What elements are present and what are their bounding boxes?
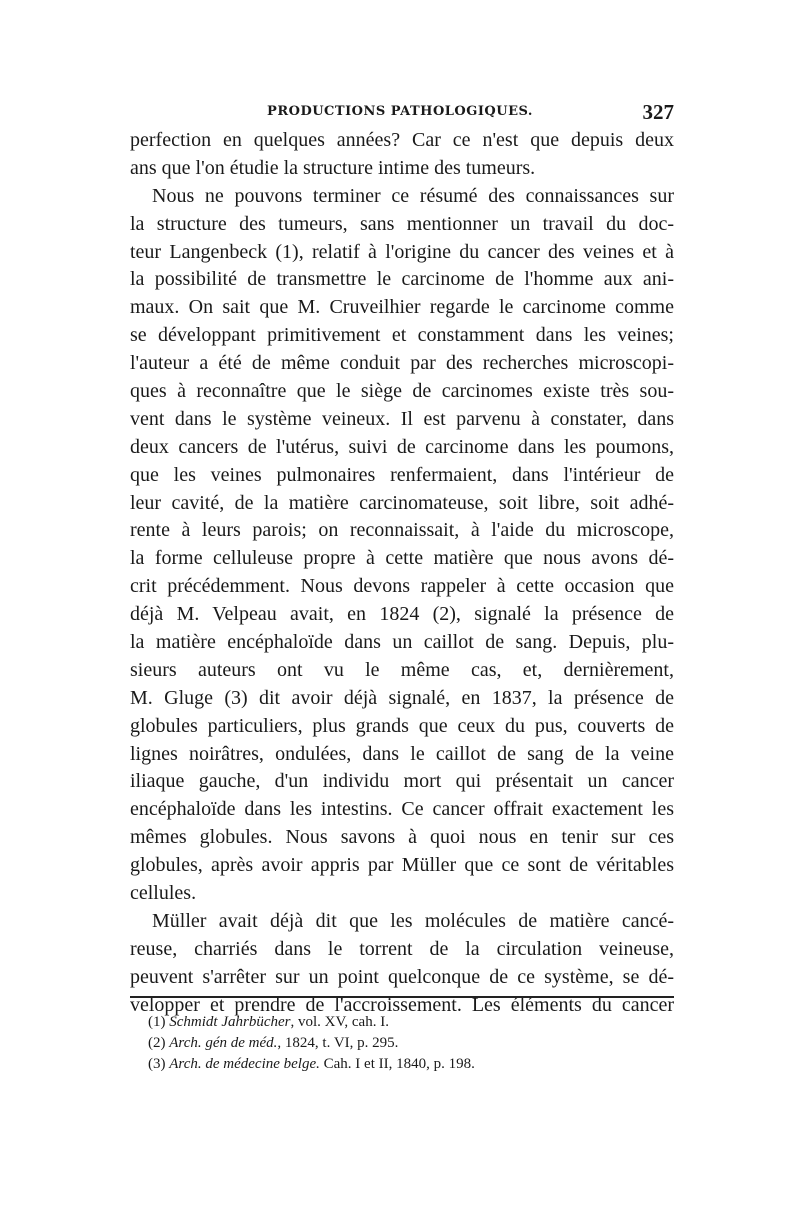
text-line: la possibilité de transmettre le carcinome de l'homme aux ani- [130, 268, 674, 291]
text-line: la forme celluleuse propre à cette matière que nous avons dé- [130, 547, 674, 570]
text-line: mêmes globules. Nous savons à quoi nous en tenir sur ces [130, 826, 674, 849]
text-line: velopper et prendre de l'accroissement. Les éléments du cancer [130, 993, 674, 1016]
text-line: leur cavité, de la matière carcinomateuse, soit libre, soit adhé- [130, 491, 674, 514]
text-line: vent dans le système veineux. Il est parvenu à constater, dans [130, 407, 674, 430]
text-line: teur Langenbeck (1), relatif à l'origine du cancer des veines et à [130, 240, 674, 263]
footnote-detail: , vol. XV, cah. I. [290, 1014, 389, 1030]
footnote-ref: (3) [148, 1056, 166, 1072]
footnote-ref: (1) [148, 1014, 166, 1030]
page-number: 327 [642, 100, 674, 124]
text-line: lignes noirâtres, ondulées, dans le caillot de sang de la veine [130, 742, 674, 765]
text-line: globules, après avoir appris par Müller que ce sont de véritables [130, 854, 674, 877]
running-title: PRODUCTIONS PATHOLOGIQUES. [267, 104, 533, 119]
text-line: sieurs auteurs ont vu le même cas, et, dernièrement, [130, 658, 674, 681]
footnote-detail: , 1824, t. VI, p. 295. [277, 1035, 399, 1051]
footnote-2 [148, 1033, 668, 1054]
running-head [130, 100, 674, 124]
text-line: globules particuliers, plus grands que ceux du pus, couverts de [130, 714, 674, 737]
footnote-rule [130, 996, 674, 998]
text-line: deux cancers de l'utérus, suivi de carcinome dans les poumons, [130, 435, 674, 458]
text-line: Nous ne pouvons terminer ce résumé des connaissances sur [152, 184, 674, 207]
text-line: cellules. [130, 882, 197, 905]
footnote-3 [148, 1054, 668, 1075]
text-line: Müller avait déjà dit que les molécules de matière cancé- [152, 909, 674, 932]
footnotes [148, 1012, 668, 1075]
footnote-detail: Cah. I et II, 1840, p. 198. [319, 1056, 475, 1072]
footnote-ref: (2) [148, 1035, 166, 1051]
text-line: rente à leurs parois; on reconnaissait, à l'aide du microscope, [130, 519, 674, 542]
footnote-work: Arch. de médecine belge. [169, 1056, 320, 1072]
text-line: l'auteur a été de même conduit par des recherches microscopi- [130, 352, 674, 375]
text-line: iliaque gauche, d'un individu mort qui présentait un cancer [130, 770, 674, 793]
text-line: la matière encéphaloïde dans un caillot de sang. Depuis, plu- [130, 631, 674, 654]
text-line: peuvent s'arrêter sur un point quelconque de ce système, se dé- [130, 965, 674, 988]
footnote-work: Schmidt Jahrbücher [169, 1014, 291, 1030]
footnote-1 [148, 1012, 668, 1033]
body-text [130, 127, 674, 1020]
text-line: ques à reconnaître que le siège de carcinomes existe très sou- [130, 380, 674, 403]
text-line: ans que l'on étudie la structure intime des tumeurs. [130, 156, 536, 179]
text-line: maux. On sait que M. Cruveilhier regarde le carcinome comme [130, 296, 674, 319]
text-line: que les veines pulmonaires renfermaient, dans l'intérieur de [130, 463, 674, 486]
text-line: reuse, charriés dans le torrent de la circulation veineuse, [130, 937, 674, 960]
text-line: crit précédemment. Nous devons rappeler à cette occasion que [130, 575, 674, 598]
text-line: la structure des tumeurs, sans mentionner un travail du doc- [130, 212, 674, 235]
footnote-work: Arch. gén de méd. [169, 1035, 278, 1051]
text-line: se développant primitivement et constamment dans les veines; [130, 324, 674, 347]
text-line: déjà M. Velpeau avait, en 1824 (2), signalé la présence de [130, 603, 674, 626]
text-line: perfection en quelques années? Car ce n'est que depuis deux [130, 129, 674, 151]
text-line: M. Gluge (3) dit avoir déjà signalé, en 1837, la présence de [130, 686, 674, 709]
text-line: encéphaloïde dans les intestins. Ce cancer offrait exactement les [130, 798, 674, 821]
